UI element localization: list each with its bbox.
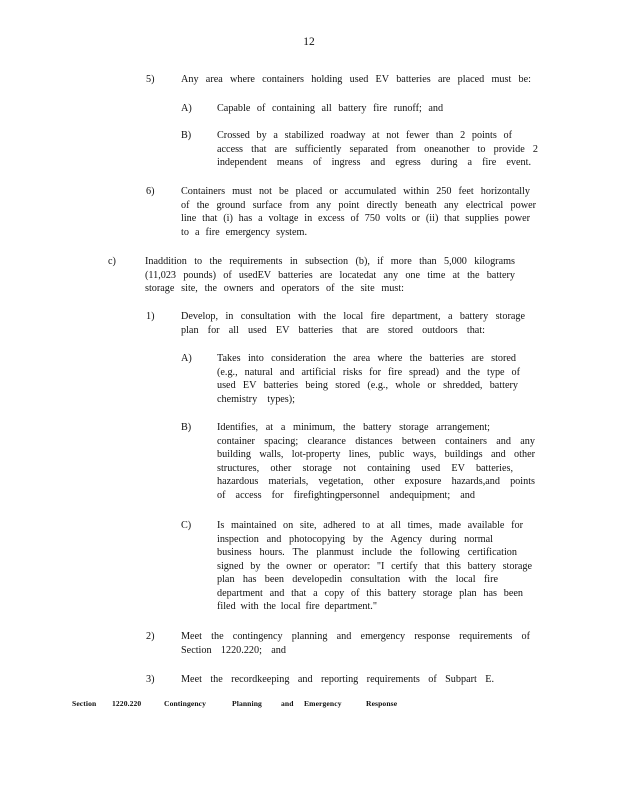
text-line: inspection and photocopying by the Agency during normal	[217, 533, 493, 545]
paragraph-item5-B	[217, 129, 538, 170]
text-line: business hours. The planmust include the following certification	[217, 547, 517, 558]
item-marker: 5)	[146, 74, 155, 85]
paragraph-c1	[181, 310, 525, 337]
paragraph-c1-B	[217, 421, 535, 502]
paragraph-c2	[181, 630, 530, 657]
text-line: plan for all used EV batteries that are stored outdoors that:	[181, 324, 485, 336]
text-line: to a fire emergency system.	[181, 226, 307, 238]
text-line: line that (i) has a voltage in excess of 750 volts or (ii) that supplies power	[181, 213, 530, 224]
text-line: Meet the recordkeeping and reporting requirements of Subpart E.	[181, 674, 494, 685]
text-line: Is maintained on site, adhered to at all times, made available for	[217, 520, 523, 531]
text-line: independent means of ingress and egress during a fire event.	[217, 157, 531, 168]
text-line: (11,023 pounds) of usedEV batteries are locatedat any one time at the battery	[145, 269, 515, 281]
text-line: Develop, in consultation with the local fire department, a battery storage	[181, 311, 525, 322]
footer-word: and	[281, 699, 294, 708]
text-line: Meet the contingency planning and emergency response requirements of	[181, 631, 530, 642]
paragraph-item5-A	[217, 102, 443, 116]
text-line: signed by the owner or operator: "I certify that this battery storage	[217, 560, 532, 572]
text-line: filed with the local fire department."	[217, 601, 377, 612]
text-line: Capable of containing all battery fire runoff; and	[217, 103, 444, 114]
paragraph-item6	[181, 185, 536, 239]
item-marker: A)	[181, 103, 192, 114]
text-line: Inaddition to the requirements in subsection (b), if more than 5,000 kilograms	[145, 256, 515, 267]
text-line: Any area where containers holding used EV batteries are placed must be:	[181, 74, 531, 85]
text-line: chemistry types);	[217, 393, 295, 405]
text-line: (e.g., natural and artificial risks for fire spread) and the type of	[217, 366, 520, 378]
text-line: of access for firefightingpersonnel andequipment; and	[217, 489, 475, 501]
text-line: used EV batteries being stored (e.g., whole or shredded, battery	[217, 380, 518, 391]
text-line: Containers must not be placed or accumulated within 250 feet horizontally	[181, 186, 530, 197]
paragraph-c3	[181, 673, 494, 687]
text-line: Identifies, at a minimum, the battery storage arrangement;	[217, 422, 490, 433]
text-line: access that are sufficiently separated from oneanother to provide 2	[217, 143, 538, 155]
paragraph-c1-C	[217, 519, 532, 614]
text-line: Takes into consideration the area where the batteries are stored	[217, 353, 516, 364]
paragraph-item5	[181, 73, 531, 87]
item-marker: 6)	[146, 186, 155, 197]
item-marker: B)	[181, 422, 192, 433]
footer-word: 1220.220	[112, 699, 142, 708]
text-line: plan has been developedin consultation with the local fire	[217, 574, 498, 585]
footer-word: Section	[72, 699, 97, 708]
footer-word: Planning	[232, 699, 262, 708]
text-line: structures, other storage not containing used EV batteries,	[217, 462, 513, 474]
paragraph-item-c	[145, 255, 515, 296]
item-marker: C)	[181, 520, 192, 531]
item-marker: 1)	[146, 311, 155, 322]
item-marker: 2)	[146, 631, 155, 642]
page-number: 12	[303, 36, 315, 48]
text-line: storage site, the owners and operators of the site must:	[145, 283, 404, 294]
text-line: of the ground surface from any point directly beneath any electrical power	[181, 199, 536, 211]
text-line: Section 1220.220; and	[181, 644, 286, 656]
paragraph-c1-A	[217, 352, 520, 406]
text-line: building walls, lot-property lines, public ways, buildings and other	[217, 449, 535, 460]
footer-word: Response	[366, 699, 398, 708]
text-line: department and that a copy of this battery storage plan has been	[217, 587, 523, 599]
footer-word: Contingency	[164, 699, 207, 708]
item-marker: A)	[181, 353, 192, 364]
text-line: container spacing; clearance distances between containers and any	[217, 435, 535, 447]
text-line: hazardous materials, vegetation, other exposure hazards,and points	[217, 476, 535, 487]
text-line: Crossed by a stabilized roadway at not fewer than 2 points of	[217, 130, 512, 141]
item-marker: c)	[108, 256, 116, 267]
footer-word: Emergency	[304, 699, 342, 708]
item-marker: B)	[181, 130, 192, 141]
item-marker: 3)	[146, 674, 155, 685]
